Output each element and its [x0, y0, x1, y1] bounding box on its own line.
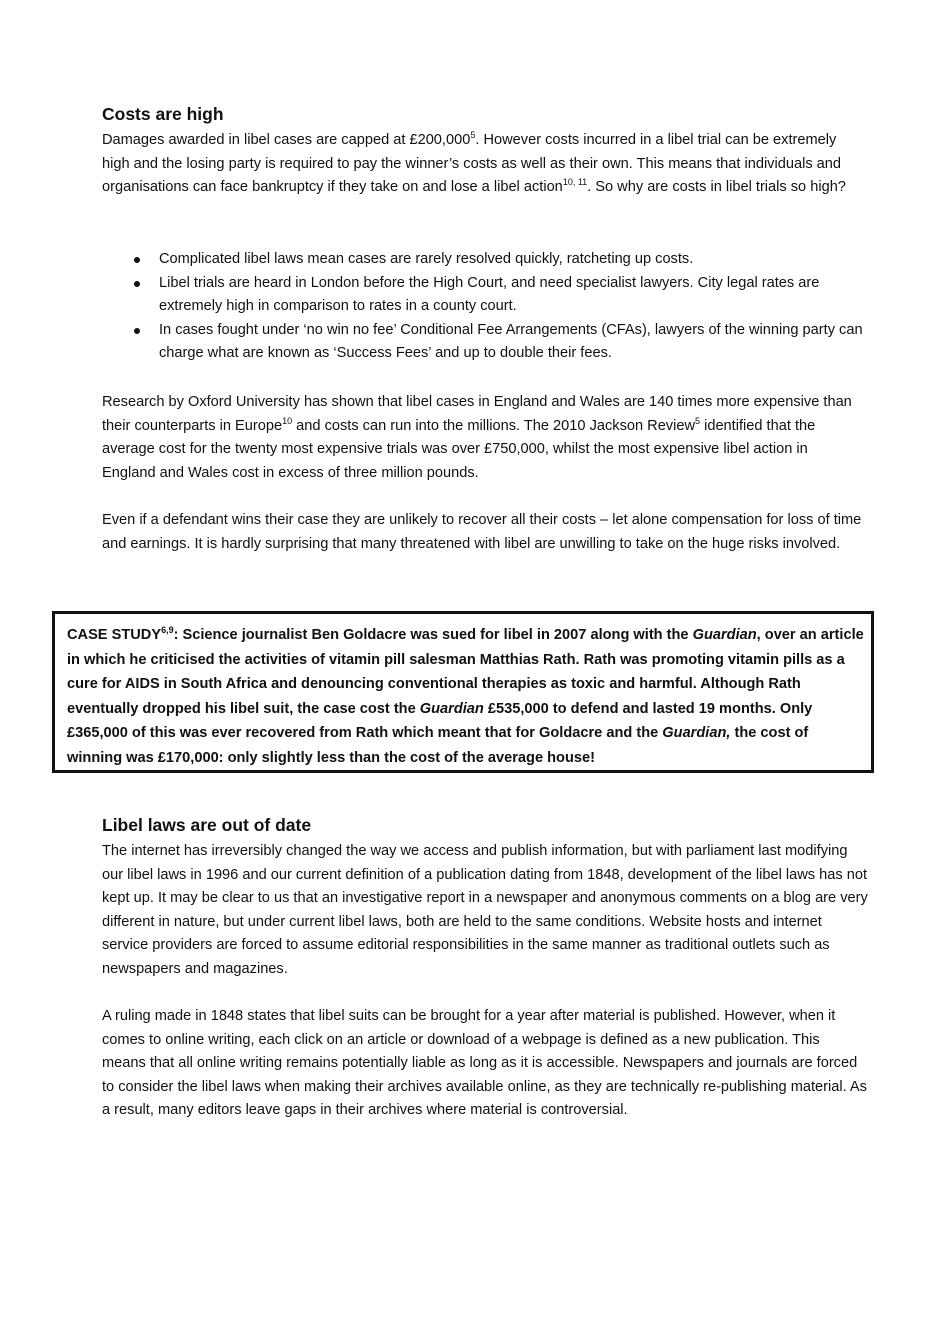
- footnote-ref: 5: [695, 415, 701, 426]
- footnote-ref: 10: [282, 415, 293, 426]
- case-study-box: [52, 611, 874, 773]
- ruling-1848-paragraph: A ruling made in 1848 states that libel suits can be brought for a year after material is published. However, when it comes to online writing, each click on an article or download of a webpage is defined as a new publication. This means that all online writing remains potentially liable as long as it is accessible. Newspapers and journals are forced to consider the libel laws when making their archives available online, as they are technically re-publishing material. As a result, many editors leave gaps in their archives where material is controversial.: [102, 1008, 867, 1118]
- section-heading-costs: Costs are high: [102, 104, 224, 124]
- cost-reasons-list: [102, 248, 872, 366]
- list-item: In cases fought under ‘no win no fee’ Conditional Fee Arrangements (CFAs), lawyers of the winning party can charge what are known as ‘Success Fees’ and up to double their fees.: [102, 319, 872, 366]
- footnote-ref: 5: [470, 130, 476, 141]
- case-study-text: CASE STUDY$^{6,9}$: Science journalist Ben Goldacre was sued for libel in 2007 along with the Guardian, over an article in which he criticised the activities of vitamin pill salesman Matthias Rath. Rath was promoting vitamin pills as a cure for AIDS in South Africa and denouncing conventional therapies as toxic and harmful. Although Rath eventually dropped his libel suit, the case cost the Guardian £535,000 to defend and lasted 19 months. Only £365,000 of this was ever recovered from Rath which meant that for Goldacre and the Guardian, the cost of winning was £170,000: only slightly less than the cost of the average house!: [67, 625, 864, 766]
- list-item: Libel trials are heard in London before the High Court, and need specialist lawyers. City legal rates are extremely high in comparison to rates in a county court.: [102, 272, 872, 319]
- list-item: Complicated libel laws mean cases are rarely resolved quickly, ratcheting up costs.: [102, 248, 872, 272]
- section-heading-out-of-date: Libel laws are out of date: [102, 815, 312, 835]
- costs-intro-paragraph: Damages awarded in libel cases are capped at £200,000$^5$. However costs incurred in a libel trial can be extremely high and the losing party is required to pay the winner’s costs as well as their own. This means that individuals and organisations can face bankruptcy if they take on and lose a libel action$^{10, 11}$. So why are costs in libel trials so high?: [102, 130, 846, 195]
- oxford-research-paragraph: Research by Oxford University has shown that libel cases in England and Wales are 140 times more expensive than their counterparts in Europe$^{10}$ and costs can run into the millions. The 2010 Jackson Review$^5$ identified that the average cost for the twenty most expensive trials was over £750,000, whilst the most expensive libel action in England and Wales cost in excess of three million pounds.: [102, 394, 852, 481]
- bullet-icon: [134, 328, 140, 334]
- internet-paragraph: The internet has irreversibly changed the way we access and publish information, but with parliament last modifying our libel laws in 1996 and our current definition of a publication dating from 1848, development of the libel laws has not kept up. It may be clear to us that an investigative report in a newspaper and anonymous comments on a blog are very different in nature, but under current libel laws, both are held to the same conditions. Website hosts and internet service providers are forced to assume editorial responsibilities in the same manner as traditional outlets such as newspapers and magazines.: [102, 843, 868, 977]
- footnote-ref: 6,9: [161, 625, 174, 636]
- defendant-costs-paragraph: Even if a defendant wins their case they are unlikely to recover all their costs – let alone compensation for loss of time and earnings. It is hardly surprising that many threatened with libel are unwilling to take on the huge risks involved.: [102, 512, 862, 552]
- bullet-icon: [134, 257, 140, 263]
- footnote-ref: 10, 11: [562, 177, 588, 188]
- bullet-icon: [134, 281, 140, 287]
